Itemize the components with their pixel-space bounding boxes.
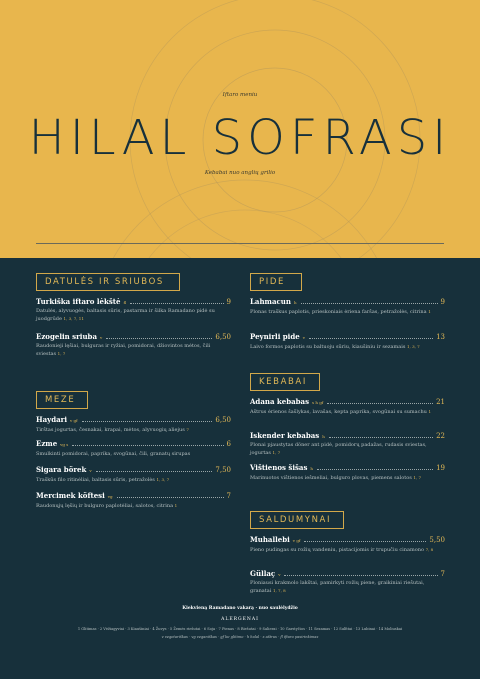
item-description: Laivo formos paplotis su baltuoju sūriu, kiaušiniu ir sezamais xyxy=(250,344,406,350)
section-title-saldumynai: SALDUMYNAI xyxy=(250,511,344,529)
allergen-codes: 7 xyxy=(186,427,189,432)
item-description: Pieno pudingas su rožių vandeniu, pistacijomis ir trupučiu cinamono xyxy=(250,547,424,553)
item-price: 5,50 xyxy=(429,536,445,544)
menu-item xyxy=(36,491,231,510)
item-price: 9 xyxy=(226,298,231,306)
section-title-meze: MEZE xyxy=(36,391,88,409)
item-description: Raudonųjų lęšių ir bulguro paplotėliai, salotos, citrina xyxy=(36,503,174,509)
item-name: Sigara börek xyxy=(36,465,87,474)
dietary-code: h xyxy=(293,300,297,305)
page-title: HILAL SOFRASI xyxy=(28,110,452,166)
item-name: Ezme xyxy=(36,439,58,448)
item-price: 7 xyxy=(440,570,445,578)
item-name: Adana kebabas xyxy=(250,397,310,406)
dietary-legend: v vegetariškas · vg veganiškas · gf be glitimo · h halal · s aštrus · fl iftaro pasirinkimas xyxy=(161,635,319,639)
tagline-bottom: Kebabai nuo anglių grilio xyxy=(204,170,276,176)
dietary-code: vg xyxy=(107,494,113,499)
item-name: Iskender kebabas xyxy=(250,431,320,440)
allergen-codes: 1, 7 xyxy=(272,450,281,455)
allergen-codes: 1, 3, 7 xyxy=(407,344,420,349)
divider xyxy=(36,243,444,244)
item-description: Ploniausi krakmolo lakštai, pamirkyti rožių piene, graikiniai riešutai, granatai xyxy=(250,580,425,594)
menu-item xyxy=(250,463,445,482)
item-price: 19 xyxy=(436,464,445,472)
allergen-codes: 1, 3, 7, 11 xyxy=(63,316,84,321)
item-name: Muhallebi xyxy=(250,535,290,544)
menu-item xyxy=(250,332,445,351)
allergen-codes: 1, 7, 8 xyxy=(272,588,286,593)
dietary-code: h xyxy=(322,434,325,439)
allergen-codes: 7, 8 xyxy=(425,547,434,552)
item-name: Peynirli pide xyxy=(250,332,300,341)
item-name: Turkiška iftaro lėkštė xyxy=(36,297,121,306)
item-description: Aštrus ėrienos šašlykas, lavašas, kepta paprika, svogūnai su sumachu xyxy=(250,409,427,415)
header-banner xyxy=(0,0,480,258)
item-price: 22 xyxy=(436,432,445,440)
dietary-code: h xyxy=(310,466,313,471)
allergen-codes: 1, 7 xyxy=(57,351,66,356)
item-description: Marinuotos vištienos iešmeliai, bulguro plovas, piemens salotos xyxy=(250,475,412,481)
item-name: Haydari xyxy=(36,415,67,424)
item-price: 9 xyxy=(440,298,445,306)
tagline-top: Iftaro meniu xyxy=(222,92,258,98)
item-description: Tirštas jogurtas, česnakai, krapai, mėtos, alyvuogių aliejus xyxy=(36,427,185,433)
dietary-code: fl xyxy=(123,300,127,305)
allergens-heading: ALERGENAI xyxy=(221,617,259,622)
dietary-code: s h gf xyxy=(312,400,324,405)
item-name: Güllaç xyxy=(250,569,276,578)
menu-item xyxy=(250,431,445,457)
menu-item xyxy=(36,297,231,323)
section-title-pide: PIDE xyxy=(250,273,302,291)
item-description: Smulkinti pomidorai, paprika, svogūnai, čili, granatų sirupas xyxy=(36,451,191,457)
item-price: 7,50 xyxy=(215,466,231,474)
allergen-codes: 1, 7 xyxy=(413,475,422,480)
item-price: 6,50 xyxy=(215,416,231,424)
dietary-code: v gf xyxy=(70,418,78,423)
menu-item xyxy=(36,332,231,358)
item-description: Plonas traškus paplotis, prieskoniais ėriena faršas, petražolės, citrina xyxy=(250,309,427,315)
item-price: 13 xyxy=(436,333,445,341)
menu-item xyxy=(36,439,231,458)
footer-note: Kiekvieną Ramadano vakarą · nuo saulėlydžio xyxy=(182,606,298,611)
dietary-code: v xyxy=(302,335,305,340)
item-price: 6,50 xyxy=(215,333,231,341)
allergen-codes: 1 xyxy=(174,503,178,508)
menu-item xyxy=(250,535,445,554)
menu-item xyxy=(250,569,445,595)
item-description: Traškūs filo ritinėliai, baltasis sūris, petražolės xyxy=(36,477,155,483)
item-name: Mercimek köftesi xyxy=(36,491,105,500)
dietary-code: v xyxy=(278,572,281,577)
dietary-code: vg s xyxy=(60,442,69,447)
menu-item xyxy=(250,297,445,316)
item-price: 21 xyxy=(436,398,445,406)
item-description: Plonai pjaustytas döner ant pidė, pomidorų padažas, rudasis sviestas, jogurtas xyxy=(250,442,427,456)
menu-item xyxy=(36,465,231,484)
menu-item xyxy=(250,397,445,416)
item-price: 6 xyxy=(226,440,231,448)
item-name: Vištienos šišas xyxy=(250,463,308,472)
allergens-list: 1 Glitimas · 2 Vėžiagyviai · 3 Kiaušiniai · 4 Žuvys · 5 Žemės riešutai · 6 Soja · 7 Pienas · 8 Riešutai · 9 Salierai · 10 Garstyčios · 11 Sezamas · 12 Sulfitai · 13 Lubinai · 14 Moliuskai xyxy=(77,627,403,631)
allergen-codes: 1, 3, 7 xyxy=(156,477,170,482)
dietary-code: v gf xyxy=(292,538,301,543)
item-name: Ezogelin sriuba xyxy=(36,332,97,341)
allergen-codes: 1 xyxy=(428,409,432,414)
menu-item xyxy=(36,415,231,434)
dietary-code: v xyxy=(89,468,92,473)
allergen-codes: 1 xyxy=(428,309,431,314)
section-title-kebabai: KEBABAI xyxy=(250,373,320,391)
dietary-code: v xyxy=(99,335,103,340)
item-description: Datulės, alyvuogės, baltasis sūris, pastarma ir šilka Ramadano pidė su juodgrūde xyxy=(36,308,215,322)
item-name: Lahmacun xyxy=(250,297,291,306)
section-title-datules: DATULĖS IR SRIUBOS xyxy=(36,273,180,291)
item-price: 7 xyxy=(226,492,231,500)
item-description: Raudonieji lęšiai, bulguras ir ryžiai, pomidorai, džiovintos mėtos, čili sviestas xyxy=(36,343,211,357)
